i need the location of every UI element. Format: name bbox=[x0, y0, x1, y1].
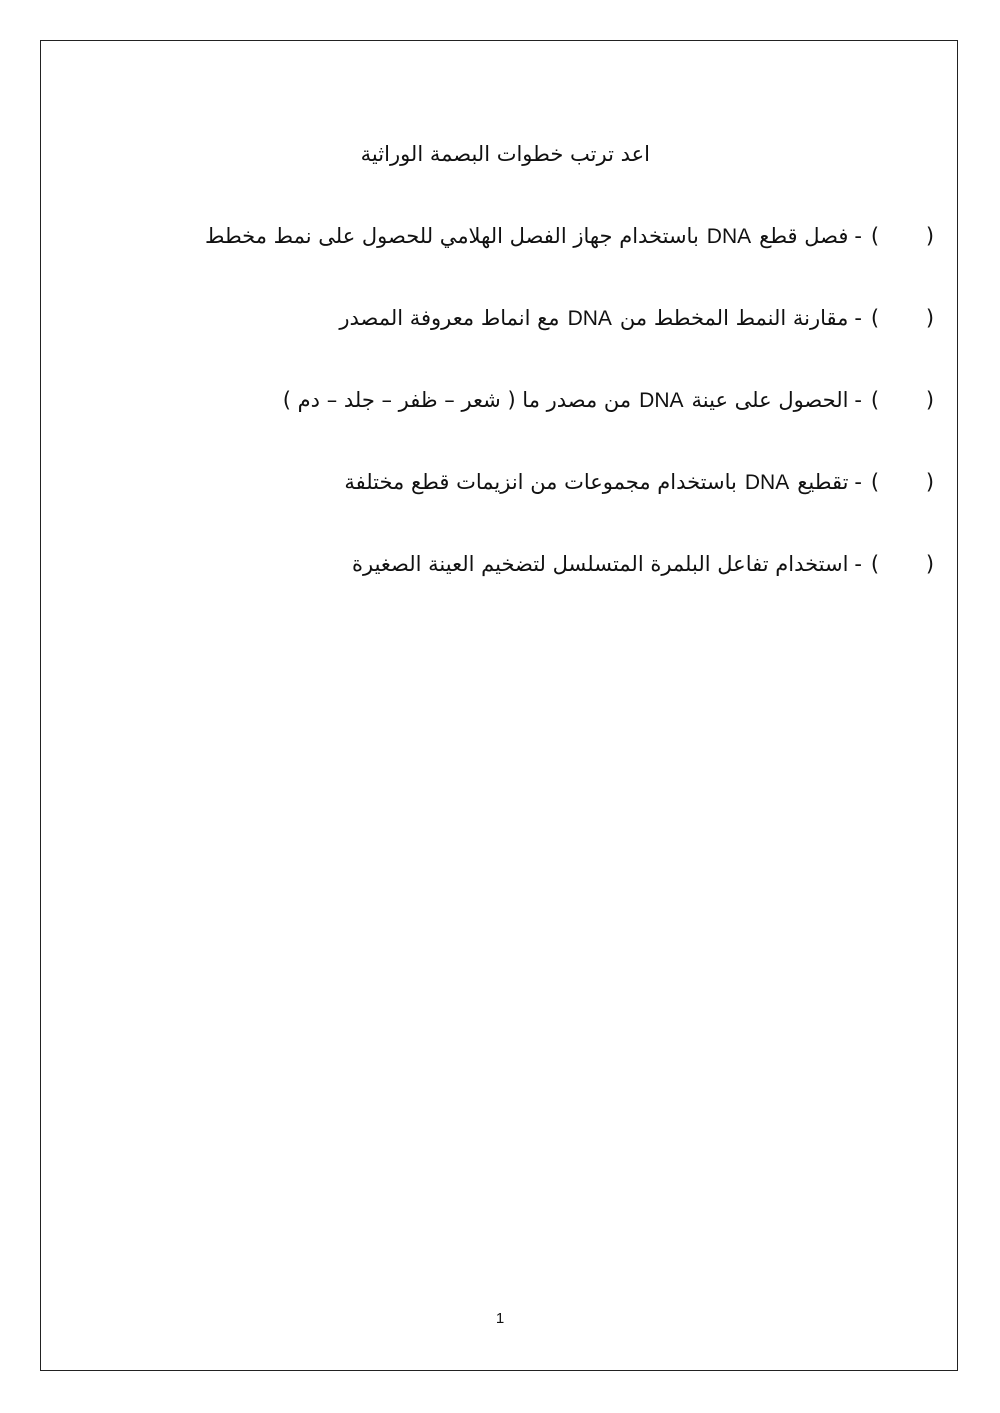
page-title: اعد ترتب خطوات البصمة الوراثية bbox=[360, 142, 650, 166]
item-term: DNA bbox=[639, 388, 684, 412]
item-text-before: فصل قطع bbox=[759, 223, 849, 248]
item-text bbox=[344, 466, 848, 499]
item-text bbox=[352, 548, 848, 580]
answer-paren-open: ( bbox=[925, 224, 935, 248]
item-dash: - bbox=[854, 306, 862, 330]
list-item-2 bbox=[60, 302, 940, 334]
item-text-before: استخدام تفاعل البلمرة المتسلسل لتضخيم العينة الصغيرة bbox=[351, 552, 849, 576]
item-dash: - bbox=[854, 552, 862, 576]
item-text-after: باستخدام جهاز الفصل الهلامي للحصول على نمط مخطط bbox=[205, 223, 699, 248]
list-item-5 bbox=[60, 548, 940, 580]
answer-paren-close: ) bbox=[870, 552, 880, 576]
item-term: DNA bbox=[706, 224, 752, 248]
item-text-before: تقطيع bbox=[797, 469, 849, 494]
item-dash: - bbox=[854, 388, 862, 412]
item-text-before: الحصول على عينة bbox=[691, 387, 849, 412]
item-text-before: مقارنة النمط المخطط من bbox=[619, 305, 849, 330]
answer-paren-open: ( bbox=[925, 470, 935, 494]
answer-paren-close: ) bbox=[870, 224, 880, 248]
list-item-4 bbox=[60, 466, 940, 498]
answer-paren-close: ) bbox=[870, 470, 880, 494]
page-number: 1 bbox=[495, 1310, 505, 1327]
answer-paren-close: ) bbox=[870, 306, 880, 330]
answer-paren-close: ) bbox=[870, 388, 880, 412]
item-term: DNA bbox=[744, 470, 790, 494]
list-item-3 bbox=[60, 384, 940, 416]
item-text-after: باستخدام مجموعات من انزيمات قطع مختلفة bbox=[344, 469, 737, 494]
item-text-after: مع انماط معروفة المصدر bbox=[339, 305, 560, 330]
item-dash: - bbox=[854, 470, 862, 494]
item-text bbox=[283, 384, 849, 417]
answer-paren-open: ( bbox=[925, 552, 935, 576]
answer-paren-open: ( bbox=[925, 306, 935, 330]
item-term: DNA bbox=[567, 306, 612, 330]
list-item-1 bbox=[60, 220, 940, 252]
answer-paren-open: ( bbox=[925, 388, 935, 412]
item-text-after: من مصدر ما ( شعر – ظفر – جلد – دم ) bbox=[282, 387, 632, 412]
item-text bbox=[339, 302, 848, 335]
item-dash: - bbox=[854, 224, 862, 248]
item-text bbox=[205, 220, 848, 253]
